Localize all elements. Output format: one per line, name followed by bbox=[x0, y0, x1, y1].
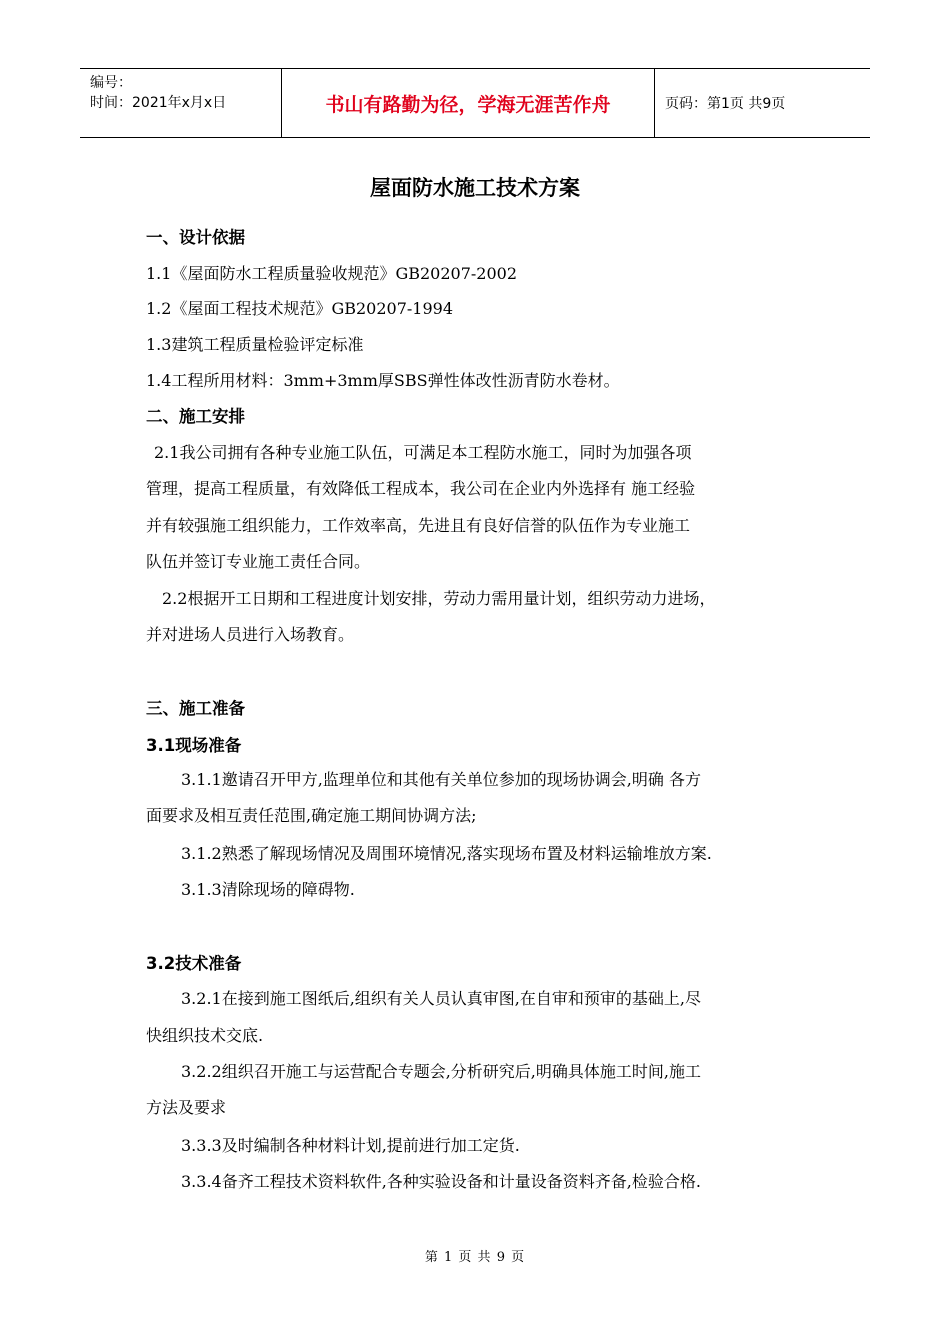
time-label: 时间：2021年x月x日 bbox=[90, 95, 227, 111]
body-line: 3.1.1邀请召开甲方,监理单位和其他有关单位参加的现场协调会,明确 各方 bbox=[181, 770, 701, 789]
body-line: 并有较强施工组织能力，工作效率高，先进且有良好信誉的队伍作为专业施工 bbox=[146, 516, 691, 535]
body-line: 3.3.3及时编制各种材料计划,提前进行加工定货. bbox=[181, 1136, 520, 1155]
page-title: 屋面防水施工技术方案 bbox=[370, 176, 580, 200]
body-line: 2.1我公司拥有各种专业施工队伍，可满足本工程防水施工，同时为加强各项 bbox=[154, 443, 692, 462]
body-line: 面要求及相互责任范围,确定施工期间协调方法; bbox=[146, 806, 477, 825]
body-line: 2.2根据开工日期和工程进度计划安排，劳动力需用量计划，组织劳动力进场， bbox=[162, 589, 716, 608]
document-header bbox=[80, 68, 870, 138]
body-line: 3.2.1在接到施工图纸后,组织有关人员认真审图,在自审和预审的基础上,尽 bbox=[181, 989, 701, 1008]
body-line: 并对进场人员进行入场教育。 bbox=[146, 625, 355, 644]
section-heading: 三、施工准备 bbox=[146, 699, 245, 718]
page-footer: 第 1 页 共 9 页 bbox=[424, 1250, 526, 1265]
body-line: 1.3建筑工程质量检验评定标准 bbox=[146, 335, 364, 354]
body-line: 1.2《屋面工程技术规范》GB20207-1994 bbox=[146, 299, 454, 318]
serial-label: 编号： bbox=[90, 75, 132, 91]
subsection-heading: 3.2技术准备 bbox=[146, 954, 242, 973]
body-line: 1.1《屋面防水工程质量验收规范》GB20207-2002 bbox=[146, 264, 518, 283]
body-line: 3.1.3清除现场的障碍物. bbox=[181, 880, 355, 899]
body-line: 3.1.2熟悉了解现场情况及周围环境情况,落实现场布置及材料运输堆放方案. bbox=[181, 844, 712, 863]
header-meta bbox=[80, 69, 281, 137]
body-line: 方法及要求 bbox=[146, 1098, 227, 1117]
body-line: 快组织技术交底. bbox=[146, 1026, 264, 1045]
subsection-heading: 3.1现场准备 bbox=[146, 736, 242, 755]
body-line: 3.3.4备齐工程技术资料软件,各种实验设备和计量设备资料齐备,检验合格. bbox=[181, 1172, 701, 1191]
body-line: 1.4工程所用材料：3mm+3mm厚SBS弹性体改性沥青防水卷材。 bbox=[146, 371, 620, 390]
body-line: 3.2.2组织召开施工与运营配合专题会,分析研究后,明确具体施工时间,施工 bbox=[181, 1062, 701, 1081]
body-line: 队伍并签订专业施工责任合同。 bbox=[146, 552, 371, 571]
section-heading: 二、施工安排 bbox=[146, 407, 245, 426]
header-page-info: 页码：第1页 共9页 bbox=[665, 96, 786, 112]
header-motto: 书山有路勤为径，学海无涯苦作舟 bbox=[281, 69, 655, 137]
body-line: 管理，提高工程质量，有效降低工程成本，我公司在企业内外选择有 施工经验 bbox=[146, 479, 696, 498]
section-heading: 一、设计依据 bbox=[146, 228, 245, 247]
